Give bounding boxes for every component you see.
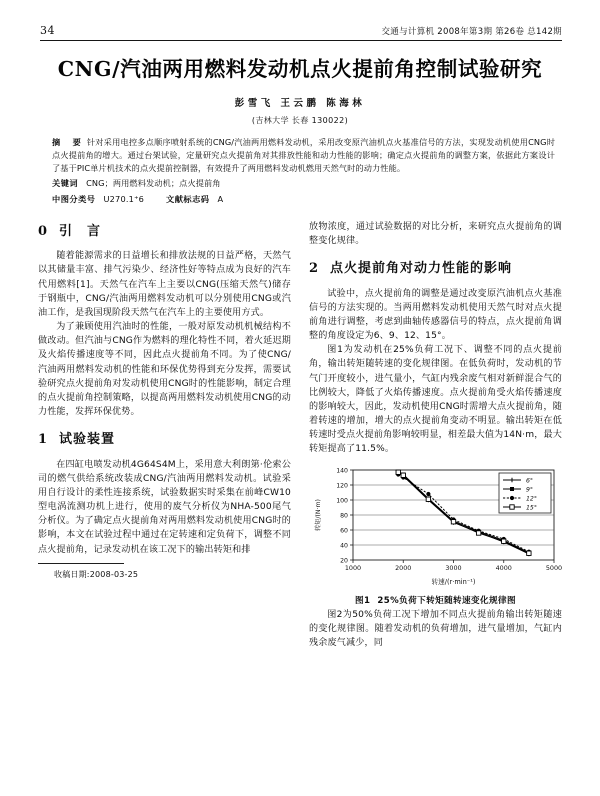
doc-code-label: 文献标志码 xyxy=(166,193,210,204)
abstract-label: 摘 要 xyxy=(52,136,83,147)
svg-text:60: 60 xyxy=(340,527,348,535)
svg-text:4000: 4000 xyxy=(495,563,512,572)
abstract-block xyxy=(52,136,555,206)
svg-text:15°: 15° xyxy=(526,504,537,512)
figure-caption-text: 25%负荷下转矩随转速变化规律图 xyxy=(377,595,517,606)
abstract-text: 针对采用电控多点顺序喷射系统的CNG/汽油两用燃料发动机，采用改变原汽油机点火基准信号的方法，实现发动机使用CNG时点火提前角的增大。通过台架试验，定量研究点火提前角对其排放性能和动力性能的影响；确定点火提前角的调整方案，依据此方案设计了基于PIC单片机技术的点火提前控制器，有效提升了两用燃料发动机燃用天然气时的动力性能。 xyxy=(52,136,555,174)
keywords-text: CNG；两用燃料发动机；点火提前角 xyxy=(86,178,221,189)
title-block xyxy=(0,58,600,126)
svg-text:100: 100 xyxy=(336,497,348,505)
svg-text:40: 40 xyxy=(340,542,348,550)
section-heading-0 xyxy=(38,222,291,242)
svg-text:12°: 12° xyxy=(526,495,537,503)
figure-caption xyxy=(309,595,562,608)
column-right xyxy=(309,220,562,651)
svg-text:转矩/(N·m): 转矩/(N·m) xyxy=(315,498,322,531)
section-number-1: 1 xyxy=(38,432,49,448)
paragraph: 为了兼顾使用汽油时的性能，一般对原发动机机械结构不做改动。但汽油与CNG作为燃料的理化特性不同，着火延迟期及火焰传播速度等不同，因此点火提前角不同。为了使CNG/汽油两用燃料发动机的性能和环保优势得到充分发挥，需要试验研究点火提前角对发动机使用CNG时的性能影响，制定合理的点火提前角控制策略，以提高两用燃料发动机使用CNG的动力性能，发挥环保优势。 xyxy=(38,322,291,418)
clc-value: U270.1⁺6 xyxy=(103,193,145,204)
page-number: 34 xyxy=(40,24,55,37)
abstract-paragraph xyxy=(52,136,555,176)
author-list: 彭雪飞 王云鹏 陈海林 xyxy=(234,97,366,109)
figure-plot-area xyxy=(309,464,562,588)
section-heading-1 xyxy=(38,430,291,450)
keywords-label: 关键词 xyxy=(52,178,79,189)
section-title-0: 引 言 xyxy=(59,223,102,239)
keywords-line xyxy=(52,177,555,190)
section-title-1: 试验装置 xyxy=(59,432,116,448)
running-head xyxy=(0,0,600,37)
svg-text:1000: 1000 xyxy=(344,563,362,572)
journal-info: 交通与计算机 2008年第3期 第26卷 总142期 xyxy=(381,27,562,37)
header-rule xyxy=(40,40,562,41)
torque-speed-line-chart xyxy=(309,464,562,588)
figure-number: 图1 xyxy=(354,595,371,606)
svg-text:3000: 3000 xyxy=(445,563,462,572)
paragraph: 图1为发动机在25%负荷工况下、调整不同的点火提前角，输出转矩随转速的变化规律图。在低负荷时，发动机的节气门开度较小，进气量小，气缸内残余废气相对新鲜混合气的比例较大，降低了火焰传播速度。点火提前角受火焰传播速度的影响较大，因此，发动机使用CNG时需增大点火提前角，随着转速的增加，增大的点火提前角变动不明显。输出转矩在低转速时受点火提前角影响较明显，相差最大值为14N·m，最大转矩提高了11.5%。 xyxy=(309,345,562,455)
column-left xyxy=(38,220,291,651)
svg-text:120: 120 xyxy=(336,482,348,490)
paragraph: 在四缸电喷发动机4G64S4M上，采用意大利朗第·伦索公司的燃气供给系统改装成CNG/汽油两用燃料发动机。试验采用自行设计的柔性连接系统，试验数据实时采集在前峰CW10型电涡流测功机上进行，使用的废气分析仪为NHA-500尾气分析仪。为了确定点火提前角对两用燃料发动机使用CNG时的影响，本文在试验过程中通过在定转速和定负荷下，调整不同点火提前角，记录发动机在该工况下的输出转矩和排 xyxy=(38,459,291,555)
page-title: CNG/汽油两用燃料发动机点火提前角控制试验研究 xyxy=(57,57,543,81)
paragraph-continuation: 放物浓度，通过试验数据的对比分析，来研究点火提前角的调整变化规律。 xyxy=(309,221,562,247)
doc-code-value: A xyxy=(217,193,224,204)
footnote-rule xyxy=(38,563,124,564)
classification-line xyxy=(52,193,555,206)
section-number-0: 0 xyxy=(38,223,49,239)
svg-text:140: 140 xyxy=(336,467,348,475)
svg-text:5000: 5000 xyxy=(545,563,562,572)
section-title-2: 点火提前角对动力性能的影响 xyxy=(330,261,513,277)
received-date: 收稿日期:2008-03-25 xyxy=(54,569,139,579)
paragraph: 试验中，点火提前角的调整是通过改变原汽油机点火基准信号的方法实现的。当两用燃料发动机使用天然气时对点火提前角进行调整，考虑到曲轴传感器信号的特点，点火提前角调整的角度设定为6、9、12、15°。 xyxy=(309,288,562,342)
clc-label: 中图分类号 xyxy=(52,193,96,204)
body-columns xyxy=(38,220,564,651)
paragraph: 图2为50%负荷工况下增加不同点火提前角输出转矩随速的变化规律图。随着发动机的负荷增加，进气量增加，气缸内残余废气减少，同 xyxy=(309,610,562,649)
svg-text:转速/(r·min⁻¹): 转速/(r·min⁻¹) xyxy=(431,577,476,586)
paragraph: 随着能源需求的日益增长和排放法规的日益严格，天然气以其储量丰富、排气污染少、经济性好等特点成为良好的汽车代用燃料[1]。天然气在汽车上主要以CNG(压缩天然气)储存于钢瓶中，CNG/汽油两用燃料发动机可以分别使用CNG或汽油工作，是我国现阶段天然气在汽车上的主要使用方式。 xyxy=(38,251,291,318)
svg-text:6°: 6° xyxy=(526,477,534,485)
svg-text:80: 80 xyxy=(340,512,348,520)
svg-text:2000: 2000 xyxy=(395,563,412,572)
svg-text:9°: 9° xyxy=(526,486,534,494)
figure-1 xyxy=(309,464,562,608)
affiliation: (吉林大学 长春 130022) xyxy=(251,115,349,125)
svg-text:20: 20 xyxy=(340,557,348,565)
section-number-2: 2 xyxy=(309,261,320,277)
section-heading-2 xyxy=(309,259,562,279)
